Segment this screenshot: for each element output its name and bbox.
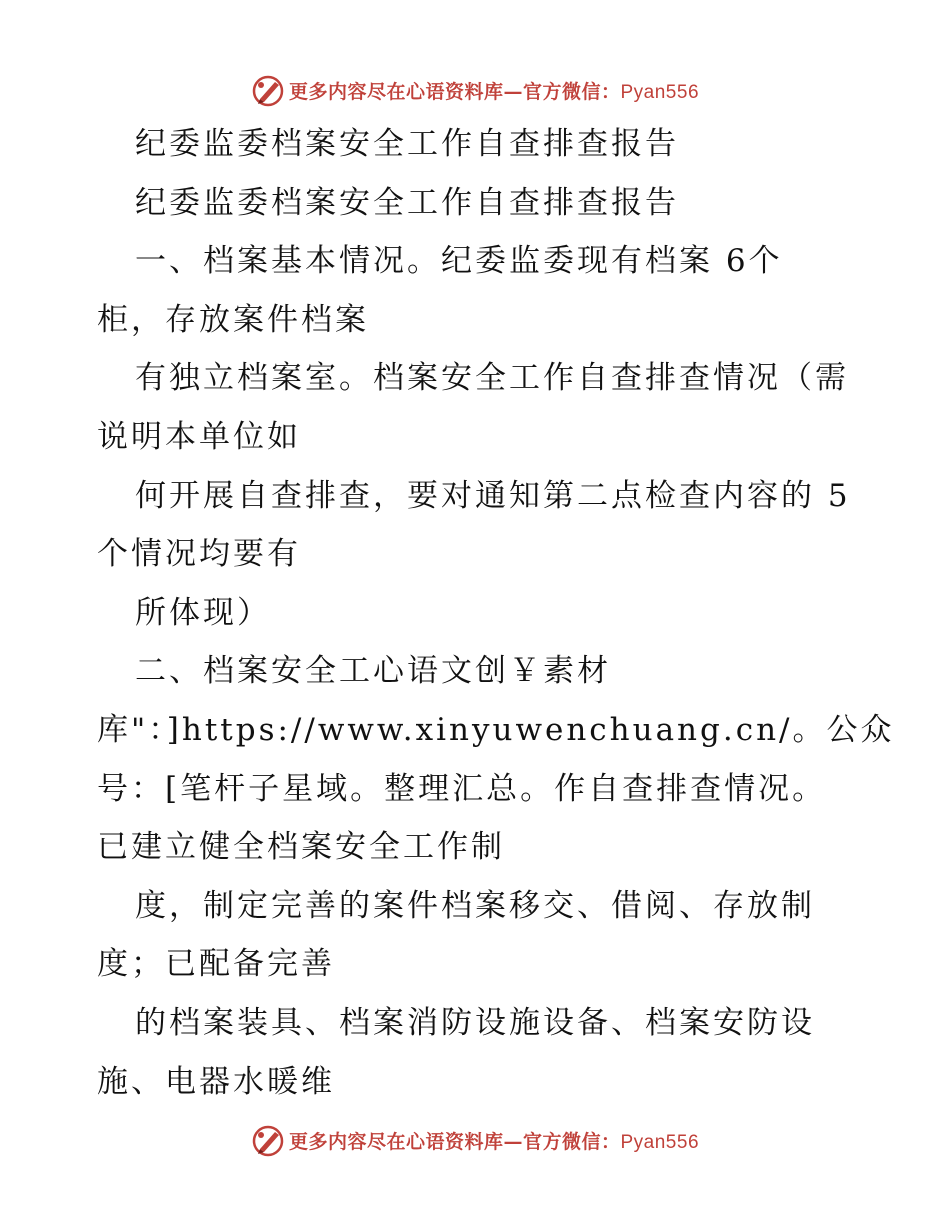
footer-banner-text	[289, 1127, 699, 1154]
text-line: 一、档案基本情况。纪委监委现有档案 6个	[135, 243, 783, 280]
text-line: 号：[笔杆子星域。整理汇总。作自查排查情况。	[97, 770, 827, 807]
text-line: 已建立健全档案安全工作制	[97, 829, 505, 866]
text-line: 度，制定完善的案件档案移交、借阅、存放制	[135, 887, 815, 924]
text-line: 纪委监委档案安全工作自查排查报告	[135, 184, 679, 221]
header-wechat-id: Pyan556	[620, 81, 700, 103]
header-banner-label: 更多内容尽在心语资料库—官方微信：	[288, 80, 621, 103]
header-banner-text	[289, 77, 699, 104]
text-line: 所体现）	[135, 594, 271, 631]
text-line: 纪委监委档案安全工作自查排查报告	[135, 126, 679, 162]
text-line: 的档案装具、档案消防设施设备、档案安防设	[135, 1004, 815, 1041]
text-line: 说明本单位如	[97, 418, 301, 455]
text-line: 柜，存放案件档案	[97, 301, 369, 338]
footer-wechat-id: Pyan556	[620, 1131, 700, 1153]
text-line: 施、电器水暖维	[97, 1063, 335, 1100]
text-line: 二、档案安全工心语文创￥素材	[135, 653, 611, 690]
document-body	[97, 115, 895, 1111]
header-banner	[0, 70, 950, 110]
footer-banner	[0, 1120, 950, 1160]
pen-seal-logo-icon	[251, 1123, 285, 1157]
text-line: 库"：]https://www.xinyuwenchuang.cn/。公众	[97, 711, 895, 748]
pen-seal-logo-icon	[251, 73, 285, 107]
footer-banner-label: 更多内容尽在心语资料库—官方微信：	[288, 1130, 621, 1153]
text-line: 个情况均要有	[97, 536, 301, 573]
text-line: 有独立档案室。档案安全工作自查排查情况（需	[135, 360, 849, 397]
text-line: 何开展自查排查，要对通知第二点检查内容的 5	[135, 477, 851, 514]
text-line: 度；已配备完善	[97, 946, 335, 983]
